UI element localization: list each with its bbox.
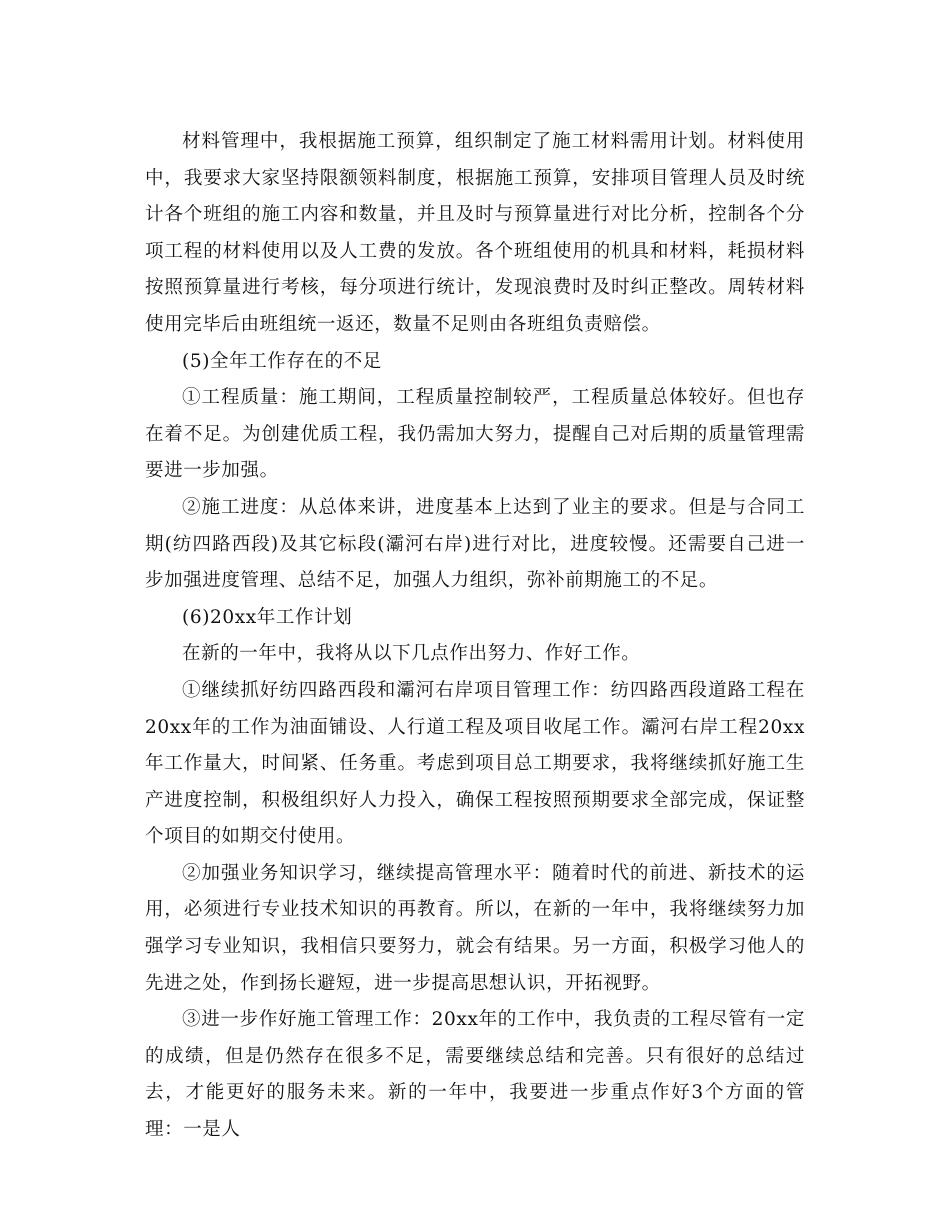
paragraph-material-management: 材料管理中，我根据施工预算，组织制定了施工材料需用计划。材料使用中，我要求大家坚持限额领料制度，根据施工预算，安排项目管理人员及时统计各个班组的施工内容和数量，并且及时与预算量进行对比分析，控制各个分项工程的材料使用以及人工费的发放。各个班组使用的机具和材料，耗损材料按照预算量进行考核，每分项进行统计，发现浪费时及时纠正整改。周转材料使用完毕后由班组统一返还，数量不足则由各班组负责赔偿。 [145, 131, 805, 335]
paragraph-quality: ①工程质量：施工期间，工程质量控制较严，工程质量总体较好。但也存在着不足。为创建优质工程，我仍需加大努力，提醒自己对后期的质量管理需要进一步加强。 [145, 387, 805, 482]
paragraph-plan-intro: 在新的一年中，我将从以下几点作出努力、作好工作。 [182, 643, 641, 665]
paragraph-plan-item-1: ①继续抓好纺四路西段和灞河右岸项目管理工作：纺四路西段道路工程在20xx年的工作为油面铺设、人行道工程及项目收尾工作。灞河右岸工程20xx年工作量大，时间紧、任务重。考虑到项目总工期要求，我将继续抓好施工生产进度控制，积极组织好人力投入，确保工程按照预期要求全部完成，保证整个项目的如期交付使用。 [145, 679, 805, 848]
section-heading-work-plan: (6)20xx年工作计划 [182, 606, 353, 628]
section-heading-shortcomings: (5)全年工作存在的不足 [182, 350, 382, 372]
paragraph-plan-item-2: ②加强业务知识学习，继续提高管理水平：随着时代的前进、新技术的运用，必须进行专业技术知识的再教育。所以，在新的一年中，我将继续努力加强学习专业知识，我相信只要努力，就会有结果。另一方面，积极学习他人的先进之处，作到扬长避短，进一步提高思想认识，开拓视野。 [145, 862, 805, 994]
paragraph-plan-item-3: ③进一步作好施工管理工作：20xx年的工作中，我负责的工程尽管有一定的成绩，但是仍然存在很多不足，需要继续总结和完善。只有很好的总结过去，才能更好的服务未来。新的一年中，我要进一步重点作好3个方面的管理：一是人 [145, 1009, 805, 1141]
document-body [145, 124, 805, 1149]
paragraph-progress: ②施工进度：从总体来讲，进度基本上达到了业主的要求。但是与合同工期(纺四路西段)及其它标段(灞河右岸)进行对比，进度较慢。还需要自己进一步加强进度管理、总结不足，加强人力组织，弥补前期施工的不足。 [145, 496, 805, 592]
